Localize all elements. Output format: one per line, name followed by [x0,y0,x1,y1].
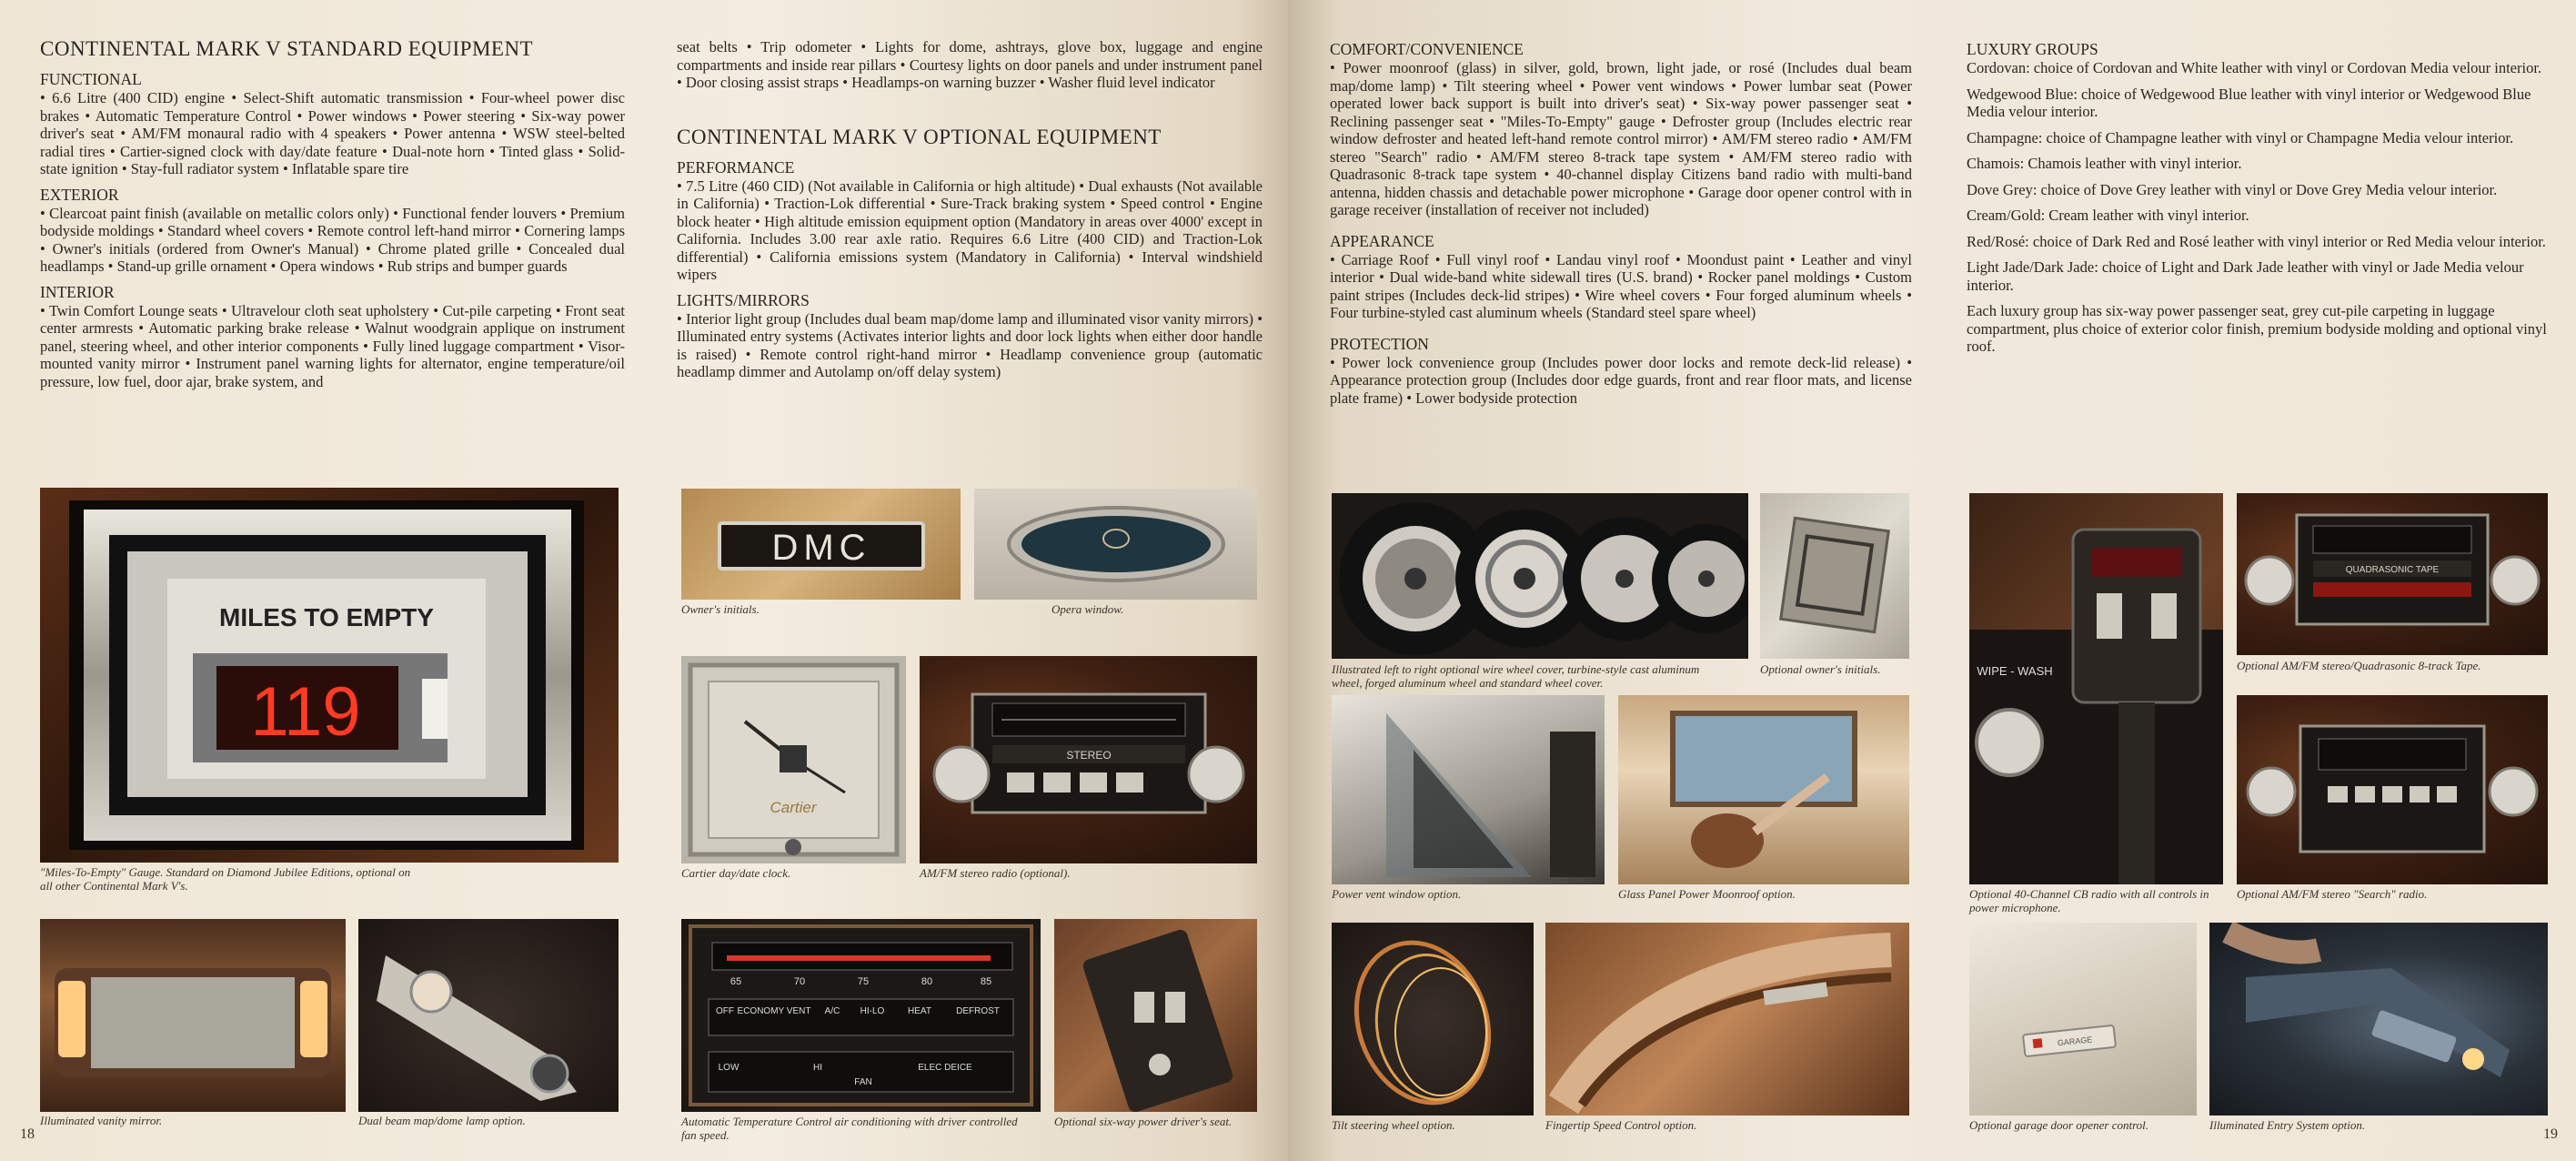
power-vent-window-photo [1332,695,1605,884]
moonroof-photo [1618,695,1909,884]
atc-temp-80: 80 [921,976,933,987]
luxury-cordovan: Cordovan: choice of Cordovan and White leather with vinyl or Cordovan Media velour interior. [1967,59,2542,76]
luxury-jade: Light Jade/Dark Jade: choice of Light and Dark Jade leather with vinyl or Jade Media velour interior. [1967,258,2524,294]
garage-door-caption: Optional garage door opener control. [1969,1118,2149,1132]
atc-mode-hilo: HI-LO [860,1006,885,1016]
wheel-covers-caption: Illustrated left to right optional wire wheel cover, turbine-style cast aluminum wheel, forged aluminum wheel and standard wheel cover. [1332,662,1700,690]
optional-equipment-column [677,38,1263,389]
vanity-mirror-caption: Illuminated vanity mirror. [40,1114,163,1127]
interior-text: • Twin Comfort Lounge seats • Ultravelour cloth seat upholstery • Cut-pile carpeting • Front seat center armrests • Automatic parking brake release • Walnut woodgrain applique on instrument panel, steering wheel, and other interior components • Fully lined luggage compartment • Visor-mounted vanity mirror • Instrument panel warning lights for alternator, engine temperature/oil pressure, low fuel, door ajar, brake system, and [40,301,625,390]
wheel-covers-photo [1332,493,1748,659]
protection-heading: PROTECTION [1330,334,1429,353]
page-number-right: 19 [2543,1126,2558,1142]
cb-radio-caption: Optional 40-Channel CB radio with all controls in power microphone. [1969,887,2209,914]
optional-owners-initials-caption: Optional owner's initials. [1760,662,1881,676]
illuminated-entry-photo [2209,923,2548,1116]
tilt-steering-caption: Tilt steering wheel option. [1332,1118,1455,1132]
functional-heading: FUNCTIONAL [40,70,142,88]
comfort-column [1330,40,1912,414]
amfm-radio-photo [920,656,1257,863]
garage-label: GARAGE [2057,1035,2093,1048]
lights-mirrors-heading: LIGHTS/MIRRORS [677,290,810,309]
atc-mode-ac: A/C [824,1006,840,1016]
miles-to-empty-caption: "Miles-To-Empty" Gauge. Standard on Diamond Jubilee Editions, optional on all other Continental Mark V's. [40,865,411,893]
atc-fan-hi: HI [813,1063,822,1073]
atc-elec-deice: ELEC DEICE [918,1063,972,1073]
miles-to-empty-label: MILES TO EMPTY [219,603,434,631]
luxury-chamois: Chamois: Chamois leather with vinyl interior. [1967,155,2242,172]
six-way-seat-caption: Optional six-way power driver's seat. [1054,1115,1233,1128]
functional-text: • 6.6 Litre (400 CID) engine • Select-Shift automatic transmission • Four-wheel power disc brakes • Automatic Temperature Control • Power windows • Power steering • Six-way power driver's seat • AM/FM monaural radio with 4 speakers • Power antenna • WSW steel-belted radial tires • Cartier-signed clock with day/date feature • Dual-note horn • Tinted glass • Solid-state ignition • Stay-full radiator system • Inflatable spare tire [40,89,625,177]
wipe-wash-label: WIPE - WASH [1977,664,2053,678]
amfm-radio-caption: AM/FM stereo radio (optional). [920,866,1071,880]
lights-mirrors-text: • Interior light group (Includes dual beam map/dome lamp and illuminated visor vanity mirrors) • Illuminated entry systems (Activates interior lights and door lock lights when either door handle is raised) • Remote control right-hand mirror • Headlamp convenience group (automatic headlamp dimmer and Autolamp on/off delay system) [677,309,1263,380]
protection-text: • Power lock convenience group (Includes power door locks and remote deck-lid release) • Appearance protection group (Includes door edge guards, front and rear floor mats, and license plate frame) • Lower bodyside protection [1330,353,1912,407]
luxury-cream-gold: Cream/Gold: Cream leather with vinyl interior. [1967,207,2249,224]
atc-temp-70: 70 [793,976,806,987]
atc-mode-off: OFF [716,1006,734,1016]
atc-fan-low: LOW [718,1063,740,1073]
atc-temp-85: 85 [980,976,992,987]
search-radio-photo [2237,695,2548,884]
opera-window-caption: Opera window. [1052,602,1124,616]
atc-caption: Automatic Temperature Control air conditioning with driver controlled fan speed. [681,1115,1018,1142]
owners-initials-photo [681,489,961,600]
vanity-mirror-photo [40,919,346,1112]
miles-to-empty-photo [40,488,619,863]
miles-to-empty-value: 119 [250,673,361,751]
atc-fan-label: FAN [854,1077,872,1087]
appearance-text: • Carriage Roof • Full vinyl roof • Landau vinyl roof • Moondust paint • Leather and vinyl interior • Dual wide-band white sidewall tires (U.S. brand) • Rocker panel moldings • Custom paint stripes (Includes deck-lid stripes) • Wire wheel covers • Four forged aluminum wheels • Four turbine-styled cast aluminum wheels (Standard steel spare wheel) [1330,250,1912,321]
atc-temp-65: 65 [730,976,742,987]
garage-door-photo [1969,923,2197,1116]
luxury-dove-grey: Dove Grey: choice of Dove Grey leather with vinyl or Dove Grey Media velour interior. [1967,180,2498,198]
exterior-text: • Clearcoat paint finish (available on metallic colors only) • Functional fender louvers • Premium bodyside moldings • Standard wheel covers • Remote control left-hand mirror • Cornering lamps • Owner's initials (ordered from Owner's Manual) • Chrome plated grille • Concealed dual headlamps • Stand-up grille ornament • Opera windows • Rub strips and bumper guards [40,204,625,275]
atc-mode-heat: HEAT [908,1006,931,1016]
interior-heading: INTERIOR [40,282,115,301]
opera-window-photo [974,489,1257,600]
exterior-heading: EXTERIOR [40,185,119,204]
illuminated-entry-caption: Illuminated Entry System option. [2209,1118,2366,1132]
standard-equipment-column [40,36,625,398]
luxury-groups-column [1967,40,2549,364]
optional-equipment-title: CONTINENTAL MARK V OPTIONAL EQUIPMENT [677,125,1162,148]
search-radio-caption: Optional AM/FM stereo "Search" radio. [2237,887,2428,901]
atc-panel-photo [681,919,1041,1112]
moonroof-caption: Glass Panel Power Moonroof option. [1618,887,1796,901]
atc-mode-economy: ECONOMY VENT [737,1006,811,1016]
quadrasonic-label: QUADRASONIC TAPE [2345,565,2440,575]
six-way-seat-photo [1054,919,1257,1112]
tilt-steering-photo [1332,923,1534,1116]
right-page [1288,0,2576,1161]
performance-text: • 7.5 Litre (460 CID) (Not available in California or high altitude) • Dual exhausts (Not available in California) • Traction-Lok differential • Sure-Track braking system • Speed control • Engine block heater • High altitude emission equipment option (Mandatory in areas over 4000' except in California. Includes 3.00 rear axle ratio. Requires 6.6 Litre (400 CID) and Traction-Lok differential) • California emissions system (Mandatory in California) • Interval windshield wipers [677,177,1263,283]
clock-brand-signature: Cartier [770,799,817,816]
page-number-left: 18 [20,1126,35,1142]
cb-radio-photo [1969,493,2223,884]
luxury-note: Each luxury group has six-way power passenger seat, grey cut-pile carpeting in luggage compartment, plus choice of exterior color finish, premium bodyside molding and optional vinyl roof. [1967,302,2547,355]
speed-control-caption: Fingertip Speed Control option. [1545,1118,1697,1132]
appearance-heading: APPEARANCE [1330,231,1434,250]
luxury-red-rose: Red/Rosé: choice of Dark Red and Rosé leather with vinyl interior or Red Media velour interior. [1967,232,2546,250]
quadrasonic-photo [2237,493,2548,655]
owners-initials-caption: Owner's initials. [681,602,760,616]
radio-stereo-label: STEREO [1066,749,1112,762]
comfort-text: • Power moonroof (glass) in silver, gold, brown, light jade, or rosé (Includes dual beam map/dome lamp) • Tilt steering wheel • Power vent windows • Power lumbar seat (Power operated lower back support is built into driver's seat) • Six-way power passenger seat • Reclining passenger seat • "Miles-To-Empty" gauge • Defroster group (Includes electric rear window defroster and heated left-hand remote control mirror) • AM/FM stereo radio • AM/FM stereo "Search" radio • AM/FM stereo 8-track tape system • AM/FM stereo radio with Quadrasonic 8-track tape system • 40-channel display Citizens band radio with multi-band antenna, hidden chassis and detachable power microphone • Garage door opener control with in garage receiver (installation of receiver not included) [1330,59,1912,218]
performance-heading: PERFORMANCE [677,157,795,177]
atc-mode-defrost: DEFROST [956,1006,1000,1016]
cartier-clock-caption: Cartier day/date clock. [681,866,791,880]
power-vent-window-caption: Power vent window option. [1332,887,1462,901]
interior-text-continued: seat belts • Trip odometer • Lights for dome, ashtrays, glove box, luggage and engine compartments and inside rear pillars • Courtesy lights on door panels and under instrument panel • Door closing assist straps • Headlamps-on warning buzzer • Washer fluid level indicator [677,38,1263,91]
comfort-heading: COMFORT/CONVENIENCE [1330,40,1524,58]
standard-equipment-title: CONTINENTAL MARK V STANDARD EQUIPMENT [40,37,534,60]
quadrasonic-caption: Optional AM/FM stereo/Quadrasonic 8-track Tape. [2237,659,2481,672]
map-lamp-photo [358,919,619,1112]
owners-initials-letters: DMC [771,528,871,568]
map-lamp-caption: Dual beam map/dome lamp option. [358,1114,526,1127]
cartier-clock-photo [681,656,906,863]
atc-temp-75: 75 [857,976,870,987]
speed-control-photo [1545,923,1909,1116]
luxury-groups-heading: LUXURY GROUPS [1967,40,2098,58]
luxury-champagne: Champagne: choice of Champagne leather with vinyl or Champagne Media velour interior. [1967,128,2514,146]
optional-owners-initials-photo [1760,493,1909,659]
luxury-wedgewood-blue: Wedgewood Blue: choice of Wedgewood Blue leather with vinyl interior or Wedgewood Blue Media velour interior. [1967,85,2531,120]
